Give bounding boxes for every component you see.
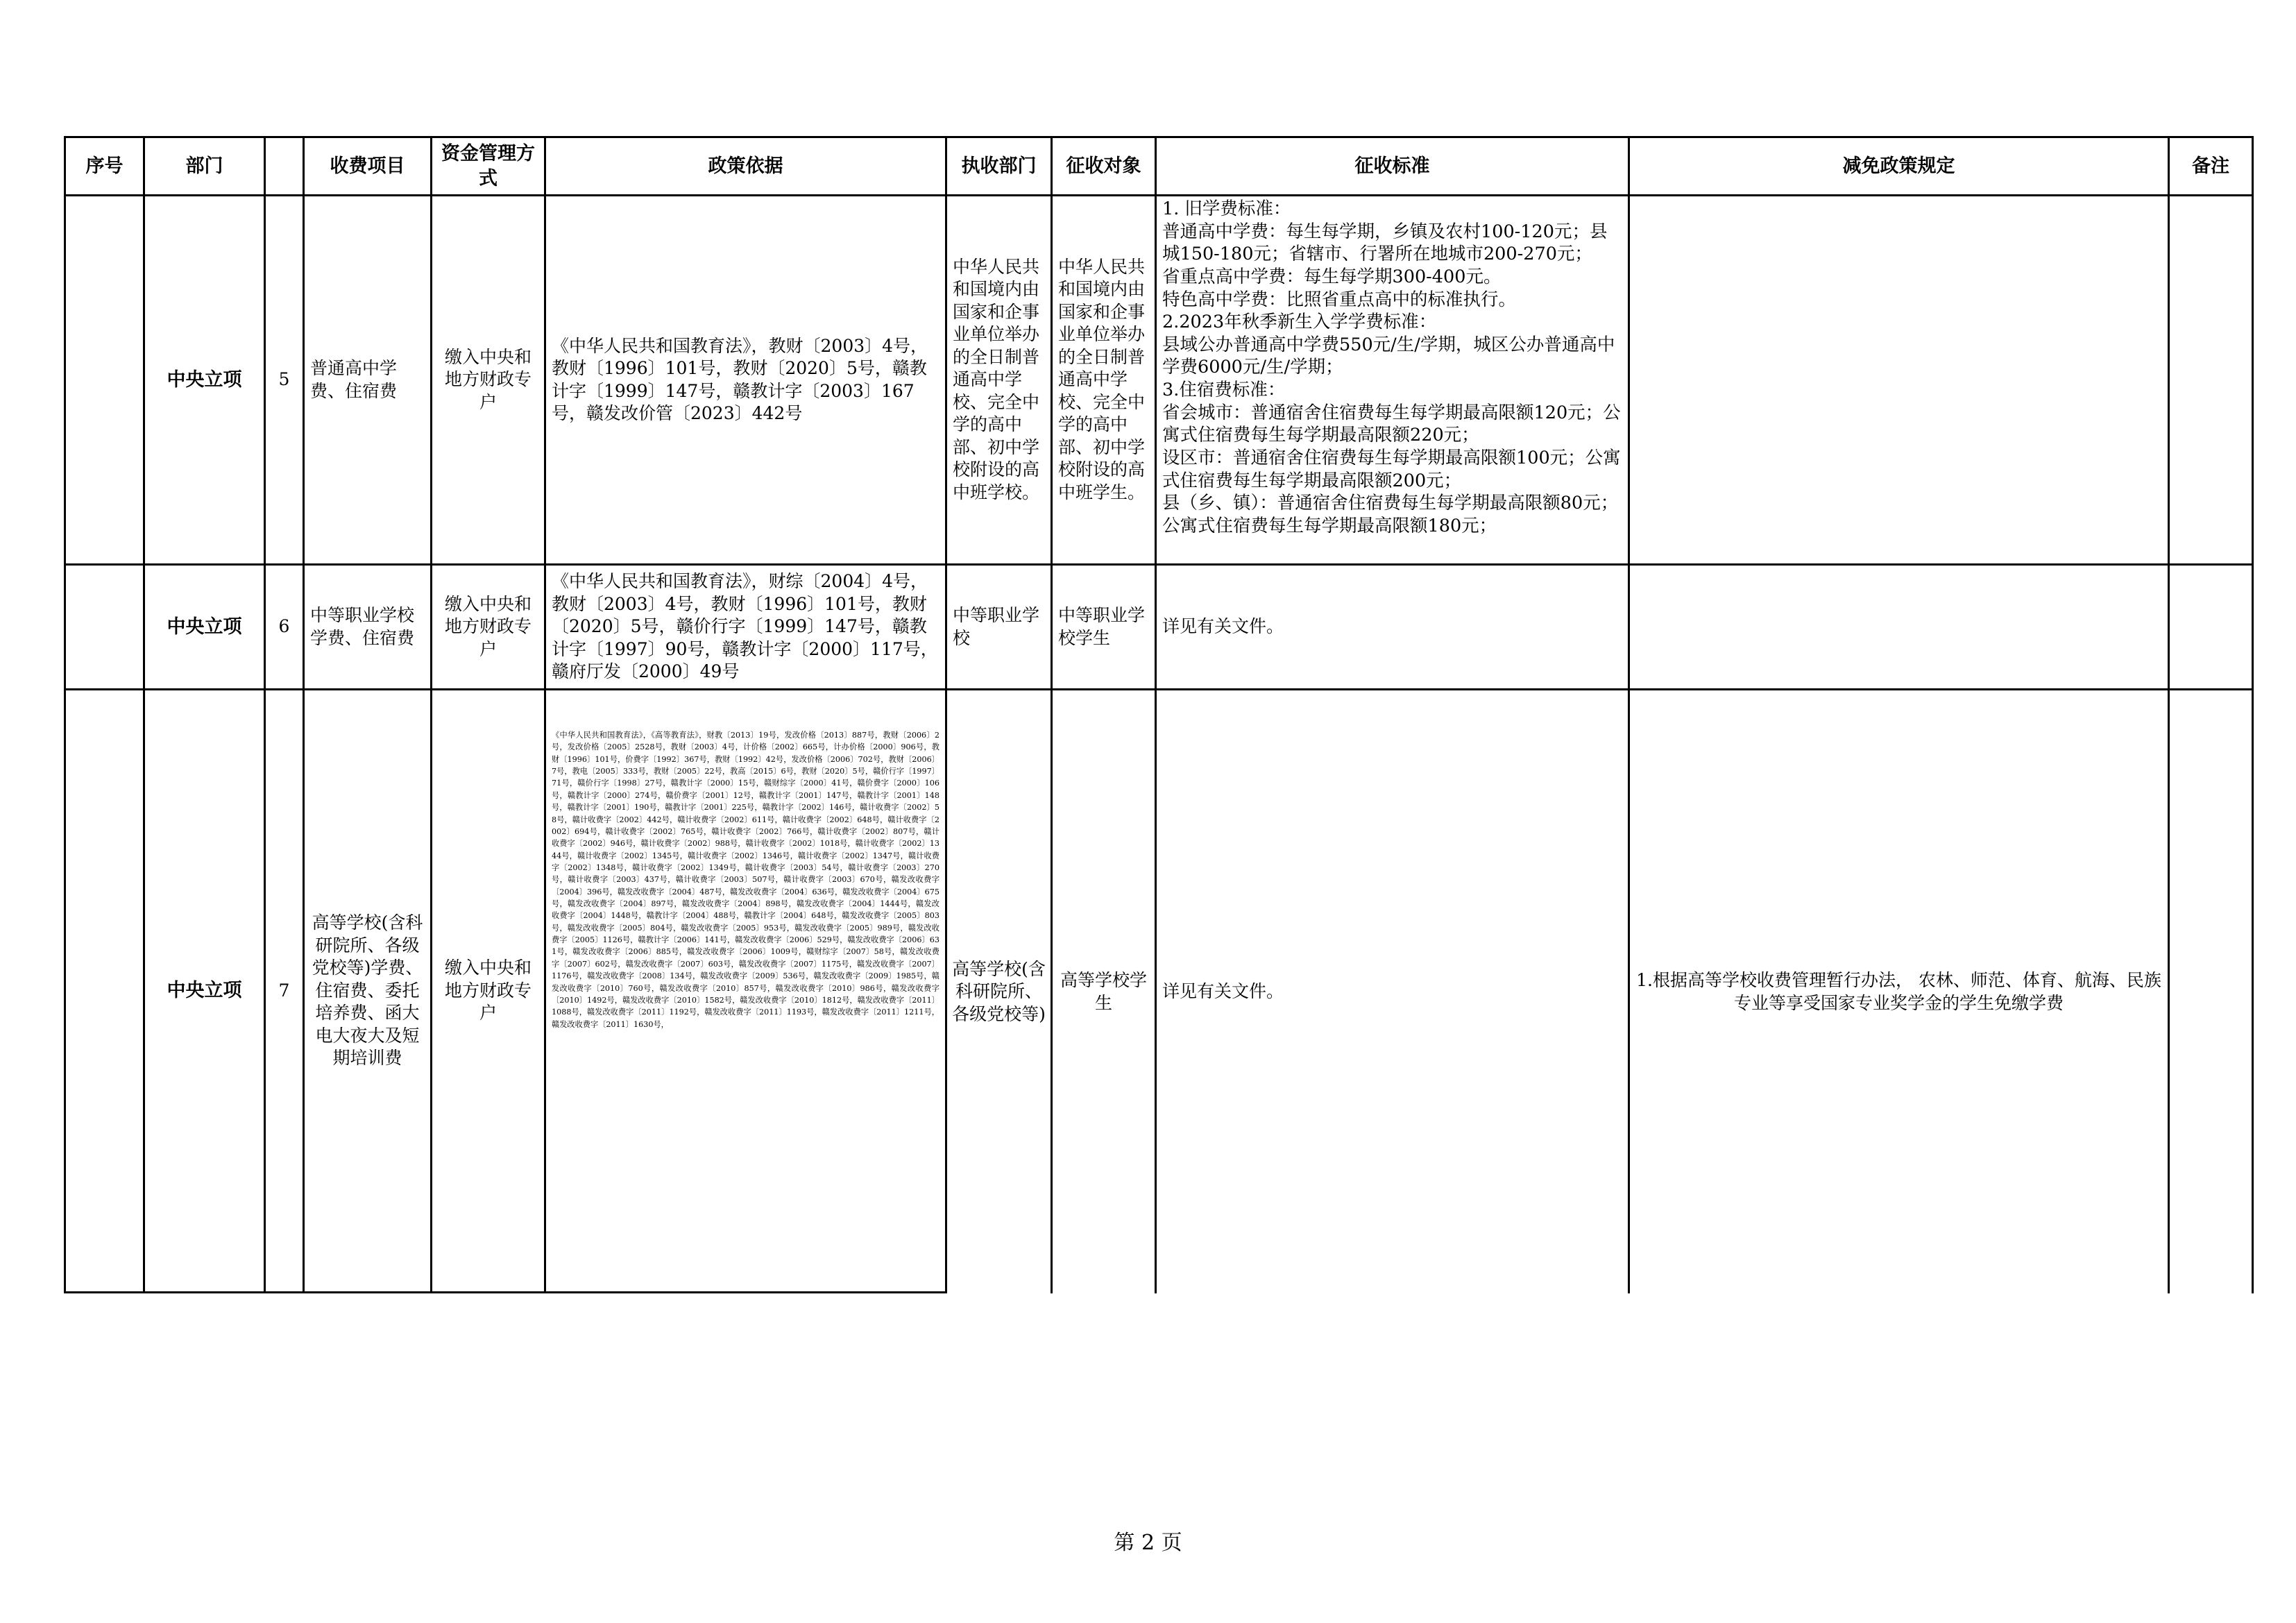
row7-exec: 高等学校(含科研院所、各级党校等) xyxy=(945,688,1051,1293)
standard-line: 1. 旧学费标准： xyxy=(1162,198,1291,219)
header-seq: 序号 xyxy=(64,136,143,194)
row6-target: 中等职业学校学生 xyxy=(1051,563,1155,688)
standard-line: 3.住宿费标准： xyxy=(1162,380,1286,400)
row6-note xyxy=(2168,563,2254,688)
standard-line: 县（乡、镇）：普通宿舍住宿费每生每学期最高限额80元；公寓式住宿费每生每学期最高限额180元； xyxy=(1162,493,1619,536)
standard-line: 省重点高中学费：每生每学期300-400元。 xyxy=(1162,266,1502,287)
row5-dept: 中央立项 xyxy=(143,194,264,563)
row5-target: 中华人民共和国境内由国家和企事业单位举办的全日制普通高中学校、完全中学的高中部、初中学校附设的高中班学生。 xyxy=(1051,194,1155,563)
row5-reduction xyxy=(1628,194,2168,563)
standard-line: 特色高中学费：比照省重点高中的标准执行。 xyxy=(1162,289,1517,310)
row7-target: 高等学校学生 xyxy=(1051,688,1155,1293)
row5-seq xyxy=(64,194,143,563)
row5-policy: 《中华人民共和国教育法》，教财〔2003〕4号，教财〔1996〕101号，教财〔2020〕5号，赣教计字〔1999〕147号，赣教计字〔2003〕167号，赣发改价管〔2023〕442号 xyxy=(544,194,945,563)
header-exec: 执收部门 xyxy=(945,136,1051,194)
standard-line: 省会城市：普通宿舍住宿费每生每学期最高限额120元；公寓式住宿费每生每学期最高限额220元； xyxy=(1162,402,1621,446)
row7-standard: 详见有关文件。 xyxy=(1155,688,1628,1293)
page-footer: 第 2 页 xyxy=(1114,1531,1182,1555)
header-standard: 征收标准 xyxy=(1155,136,1628,194)
row6-num: 6 xyxy=(264,563,303,688)
header-dept: 部门 xyxy=(143,136,264,194)
row6-item: 中等职业学校学费、住宿费 xyxy=(303,563,430,688)
row7-seq xyxy=(64,688,143,1293)
row7-policy: 《中华人民共和国教育法》，《高等教育法》，财教〔2013〕19号，发改价格〔2013〕887号，教财〔2006〕2号，发改价格〔2005〕2528号，教财〔2003〕4号，计价格〔2002〕665号，计办价格〔2000〕906号，教财〔1996〕101号，价费字〔1992〕367号，教财〔1992〕42号，发改价格〔2006〕702号，教财〔2006〕7号，教电〔2005〕333号，教财〔2005〕22号，教高〔2015〕6号，教财〔2020〕5号，赣价行字〔1997〕71号，赣价行字〔1998〕27号，赣教计字〔2000〕15号，赣财综字〔2000〕41号，赣价费字〔2000〕106号，赣教计字〔2000〕274号，赣价费字〔2001〕12号，赣教计字〔2001〕147号，赣教计字〔2001〕148号，赣教计字〔2001〕190号，赣教计字〔2001〕225号，赣教计字〔2002〕146号，赣计收费字〔2002〕58号，赣计收费字〔2002〕442号，赣计收费字〔2002〕611号，赣计收费字〔2002〕648号，赣计收费字〔2002〕694号，赣计收费字〔2002〕765号，赣计收费字〔2002〕766号，赣计收费字〔2002〕807号，赣计收费字〔2002〕946号，赣计收费字〔2002〕988号，赣计收费字〔2002〕1018号，赣计收费字〔2002〕1344号，赣计收费字〔2002〕1345号，赣计收费字〔2002〕1346号，赣计收费字〔2002〕1347号，赣计收费字〔2002〕1348号，赣计收费字〔2002〕1349号，赣计收费字〔2003〕54号，赣计收费字〔2003〕270号，赣计收费字〔2003〕437号，赣计收费字〔2003〕507号，赣计收费字〔2003〕670号，赣发改收费字〔2004〕396号，赣发改收费字〔2004〕487号，赣发改收费字〔2004〕636号，赣发改收费字〔2004〕675号，赣发改收费字〔2004〕897号，赣发改收费字〔2004〕898号，赣发改收费字〔2004〕1444号，赣发改收费字〔2004〕1448号，赣教计字〔2004〕488号，赣教计字〔2004〕648号，赣发改收费字〔2005〕803号，赣发改收费字〔2005〕804号，赣发改收费字〔2005〕953号，赣发改收费字〔2005〕989号，赣发改收费字〔2005〕1126号，赣教计字〔2006〕141号，赣发改收费字〔2006〕529号，赣发改收费字〔2006〕631号，赣发改收费字〔2006〕885号，赣发改收费字〔2006〕1009号，赣财综字〔2007〕58号，赣发改收费字〔2007〕602号，赣发改收费字〔2007〕603号，赣发改收费字〔2007〕1175号，赣发改收费字〔2007〕1176号，赣发改收费字〔2008〕134号，赣发改收费字〔2009〕536号，赣发改收费字〔2009〕1985号，赣发改收费字〔2010〕760号，赣发改收费字〔2010〕857号，赣发改收费字〔2010〕986号，赣发改收费字〔2010〕1492号，赣发改收费字〔2010〕1582号，赣发改收费字〔2010〕1812号，赣发改收费字〔2011〕1088号，赣发改收费字〔2011〕1192号，赣发改收费字〔2011〕1193号，赣发改收费字〔2011〕1211号，赣发改收费字〔2011〕1630号， xyxy=(544,688,945,1293)
row7-num: 7 xyxy=(264,688,303,1293)
header-note: 备注 xyxy=(2168,136,2254,194)
row5-item: 普通高中学费、住宿费 xyxy=(303,194,430,563)
standard-line: 2.2023年秋季新生入学学费标准： xyxy=(1162,312,1437,333)
header-item: 收费项目 xyxy=(303,136,430,194)
row6-exec: 中等职业学校 xyxy=(945,563,1051,688)
row7-reduction: 1.根据高等学校收费管理暂行办法， 农林、师范、体育、航海、民族专业等享受国家专业奖学金的学生免缴学费 xyxy=(1628,688,2168,1293)
row5-fund: 缴入中央和地方财政专户 xyxy=(430,194,544,563)
header-blank xyxy=(264,136,303,194)
standard-line: 设区市：普通宿舍住宿费每生每学期最高限额100元；公寓式住宿费每生每学期最高限额200元； xyxy=(1162,447,1621,491)
row5-num: 5 xyxy=(264,194,303,563)
row7-dept: 中央立项 xyxy=(143,688,264,1293)
header-target: 征收对象 xyxy=(1051,136,1155,194)
header-policy: 政策依据 xyxy=(544,136,945,194)
row7-note xyxy=(2168,688,2254,1293)
standard-line: 县域公办普通高中学费550元/生/学期，城区公办普通高中学费6000元/生/学期； xyxy=(1162,334,1615,378)
header-fund: 资金管理方式 xyxy=(430,136,544,194)
row6-fund: 缴入中央和地方财政专户 xyxy=(430,563,544,688)
row5-exec: 中华人民共和国境内由国家和企事业单位举办的全日制普通高中学校、完全中学的高中部、初中学校附设的高中班学校。 xyxy=(945,194,1051,563)
row5-standard xyxy=(1155,194,1628,563)
row7-fund: 缴入中央和地方财政专户 xyxy=(430,688,544,1293)
row6-dept: 中央立项 xyxy=(143,563,264,688)
row5-note xyxy=(2168,194,2254,563)
row6-standard: 详见有关文件。 xyxy=(1155,563,1628,688)
row6-seq xyxy=(64,563,143,688)
row6-reduction xyxy=(1628,563,2168,688)
row7-item: 高等学校(含科研院所、各级党校等)学费、住宿费、委托培养费、函大电大夜大及短期培训费 xyxy=(303,688,430,1293)
fee-table xyxy=(64,136,2296,1293)
header-reduction: 减免政策规定 xyxy=(1628,136,2168,194)
row6-policy: 《中华人民共和国教育法》，财综〔2004〕4号，教财〔2003〕4号，教财〔1996〕101号，教财〔2020〕5号，赣价行字〔1999〕147号，赣教计字〔1997〕90号，赣教计字〔2000〕117号，赣府厅发〔2000〕49号 xyxy=(544,563,945,688)
standard-line: 普通高中学费：每生每学期，乡镇及农村100-120元；县城150-180元；省辖市、行署所在地城市200-270元； xyxy=(1162,221,1608,265)
